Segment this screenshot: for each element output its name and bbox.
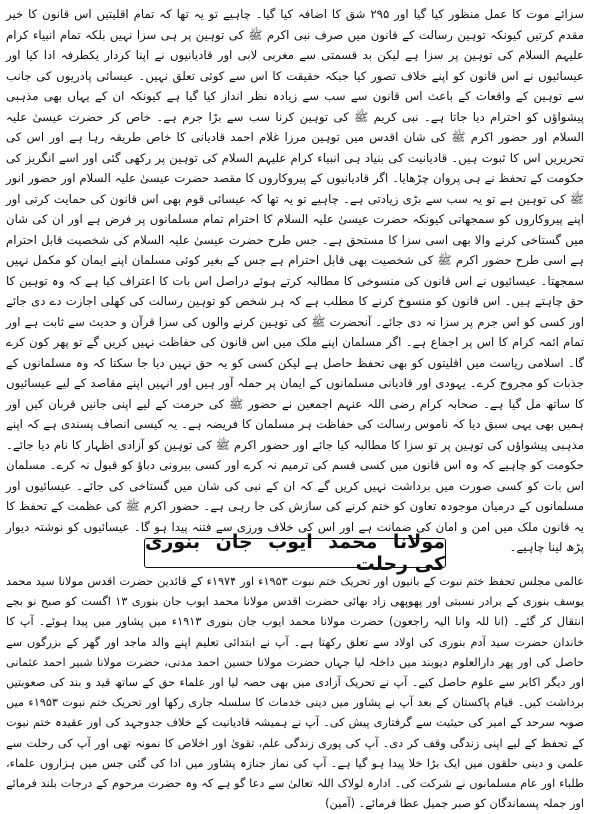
obituary-body: عالمی مجلس تحفظ ختم نبوت کے بانیوں اور تحریک ختم نبوت ۱۹۵۳ء اور ۱۹۷۴ء کے قائدین حضرت اقدس مولانا سید محمد یوسف بنوری کے برادر نسبتی اور پھوپھی زاد بھائی حضرت اقدس مولانا محمد ایوب جان بنوری ۱۳ اگست کو صبح نو بجے انتقال کر گئے۔ (انا للہ وانا الیہ راجعون) حضرت مولانا محمد ایوب جان بنوری ۱۹۱۳ء میں پشاور میں پیدا ہوئے۔ آپ کا خاندان حضرت سید آدم بنوری کی اولاد سے تعلق رکھتا ہے۔ آپ نے ابتدائی تعلیم اپنے والد ماجد اور گھر کے بزرگوں سے حاصل کی اور پھر دارالعلوم دیوبند میں داخلہ لیا جہاں حضرت مولانا حسین احمد مدنی، حضرت مولانا شبیر احمد عثمانی اور دیگر اکابر سے علوم حاصل کیے۔ آپ نے تحریک آزادی میں بھی حصہ لیا اور علماء حق کے ساتھ قید و بند کی صعوبتیں برداشت کیں۔ قیام پاکستان کے بعد آپ نے پشاور میں دینی خدمات کا سلسلہ جاری رکھا اور تحریک ختم نبوت ۱۹۵۳ء میں صوبہ سرحد کے امیر کی حیثیت سے گرفتاری پیش کی۔ آپ نے ہمیشہ قادیانیت کے خلاف جدوجہد کی اور عقیدہ ختم نبوت کے تحفظ کے لیے اپنی زندگی وقف کر دی۔ آپ کی پوری زندگی علم، تقویٰ اور اخلاص کا نمونہ تھی اور آپ کی رحلت سے علمی و دینی حلقوں میں ایک بڑا خلا پیدا ہو گیا ہے۔ آپ کی نماز جنازہ پشاور میں ادا کی گئی جس میں ہزاروں علماء، طلباء اور عام مسلمانوں نے شرکت کی۔ ادارہ لولاک اللہ تعالیٰ سے دعا گو ہے کہ وہ حضرت مرحوم کے درجات بلند فرمائے اور جملہ پسماندگان کو صبر جمیل عطا فرمائے۔ (آمین) <box>6 575 585 811</box>
article-body: سزائے موت کا عمل منظور کیا گیا اور ۲۹۵ شق کا اضافہ کیا گیا۔ چاہیے تو یہ تھا کہ تمام اقلیتیں اس قانون کا خیر مقدم کرتیں کیونکہ توہین رسالت کے قانون میں صرف نبی اکرم ﷺ کی توہین پر ہی سزا نہیں بلکہ تمام انبیاء کرام علیہم السلام کی توہین پر سزا ہے لیکن بد قسمتی سے مغربی لابی اور قادیانیوں نے اپنا کردار یکطرفہ ادا کیا اور عیسائیوں نے اس قانون کو اپنے خلاف تصور کیا جبکہ حقیقت کا اس سے کوئی تعلق نہیں۔ عیسائی پادریوں کی جانب سے توہین کے واقعات کے باعث اس قانون سے سب سے زیادہ نظر انداز کیا گیا ہے کیونکہ ان کے یہاں بھی مذہبی پیشواؤں کو احترام دیا جاتا ہے۔ نبی کریم ﷺ کی توہین کرنا سب سے بڑا جرم ہے۔ خاص کر حضرت عیسیٰ علیہ السلام اور حضور اکرم ﷺ کی شان اقدس میں توہین مرزا غلام احمد قادیانی کا خاص طریقہ رہا ہے اور اس کی تحریریں اس کا ثبوت ہیں۔ قادیانیت کی بنیاد ہی انبیاء کرام علیہم السلام کی توہین پر رکھی گئی اور اسے انگریز کی حکومت کے تحفظ نے ہی پروان چڑھایا۔ اگر قادیانیوں کے پیروکاروں کا مقصد حضرت عیسیٰ علیہ السلام اور حضور انور ﷺ کی توہین ہے تو یہ سب سے بڑی زیادتی ہے۔ چاہیے تو یہ تھا کہ عیسائی قوم بھی اس قانون کی حمایت کرتی اور اپنے پیروکاروں کو سمجھاتی کیونکہ حضرت عیسیٰ علیہ السلام کا احترام تمام مسلمانوں پر فرض ہے اور ان کی شان میں گستاخی کرنے والا بھی اسی سزا کا مستحق ہے۔ جس طرح حضرت عیسیٰ علیہ السلام کی شخصیت قابل احترام ہے اسی طرح حضور اکرم ﷺ کی شخصیت بھی قابل احترام ہے جس کے بغیر کوئی مسلمان اپنے ایمان کو مکمل نہیں سمجھتا۔ عیسائیوں نے اس قانون کی منسوخی کا مطالبہ کرتے ہوئے دراصل اس بات کا اعتراف کیا ہے کہ وہ توہین کا حق چاہتے ہیں۔ اس قانون کو منسوخ کرنے کا مطلب ہے کہ ہر شخص کو توہین رسالت کی کھلی اجازت دے دی جائے اور کسی کو اس جرم پر سزا نہ دی جائے۔ آنحضرت ﷺ کی توہین کرنے والوں کی سزا قرآن و حدیث سے ثابت ہے اور تمام ائمہ کرام کا اس پر اجماع ہے۔ اگر مسلمان اپنے ملک میں اس قانون کی حفاظت نہیں کریں گے تو پھر کون کرے گا۔ اسلامی ریاست میں اقلیتوں کو بھی تحفظ حاصل ہے لیکن کسی کو یہ حق نہیں دیا جا سکتا کہ وہ مسلمانوں کے جذبات کو مجروح کرے۔ یہودی اور قادیانی مسلمانوں کے ایمان پر حملہ آور ہیں اور انہیں اپنے مقاصد کے لیے عیسائیوں کا ساتھ مل گیا ہے۔ صحابہ کرام رضی اللہ عنہم اجمعین نے حضور ﷺ کی حرمت کے لیے اپنی جانیں قربان کیں اور ہمیں بھی یہی سبق دیا کہ ناموس رسالت کی حفاظت ہر مسلمان کا فریضہ ہے۔ یہ کیسی انصاف پسندی ہے کہ اپنے مذہبی پیشواؤں کی توہین پر تو سزا کا مطالبہ کیا جائے اور حضور اکرم ﷺ کی توہین کو آزادی اظہار کا نام دیا جائے۔ حکومت کو چاہیے کہ وہ اس قانون میں کسی قسم کی ترمیم نہ کرے اور کسی بیرونی دباؤ کو قبول نہ کرے۔ مسلمان اس بات کو کسی صورت میں برداشت نہیں کریں گے کہ ان کے نبی کی شان میں گستاخی کی جائے۔ عیسائیوں اور مسلمانوں کے درمیان موجودہ تعاون کو ختم کرنے کی سازش کی جا رہی ہے۔ حضور اکرم ﷺ کی عظمت کے تحفظ کا یہ قانون ملک میں امن و امان کی ضمانت ہے اور اس کی خلاف ورزی سے فتنہ پیدا ہو گا۔ عیسائیوں کو نوشتہ دیوار پڑھ لینا چاہیے۔ <box>6 7 584 554</box>
section-title-box <box>144 531 446 575</box>
section-title: مولانا محمد ایوب جان بنوری کی رحلت <box>145 531 445 575</box>
